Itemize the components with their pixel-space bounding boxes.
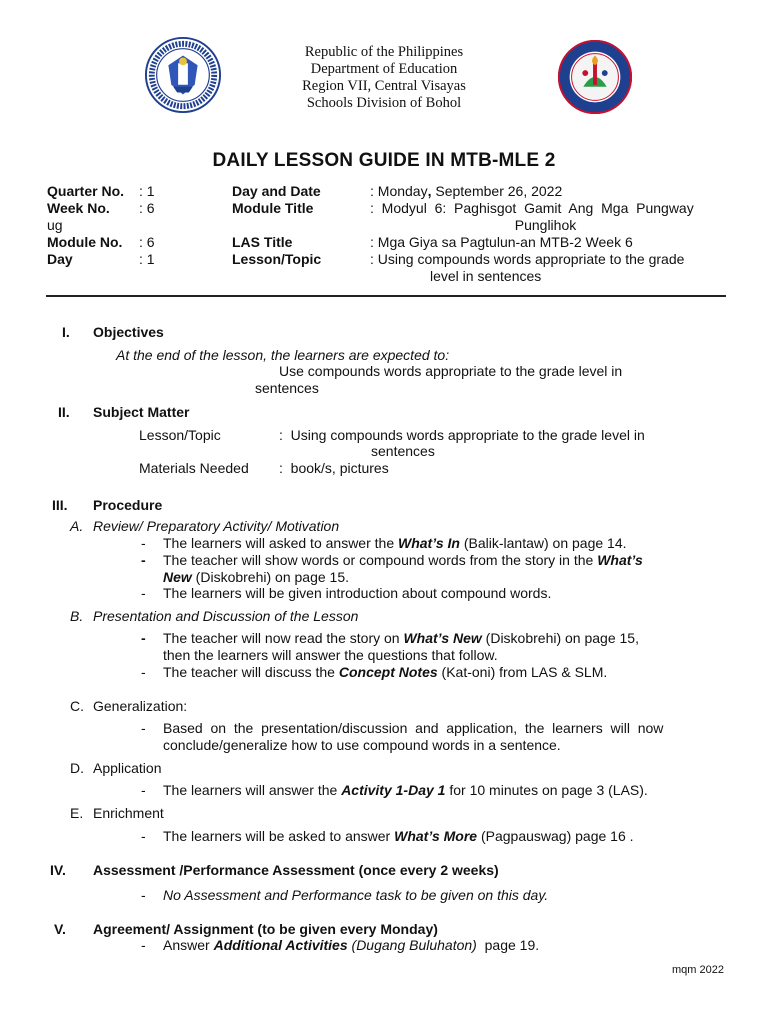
module-title-value: : Modyul 6: Paghisgot Gamit Ang Mga Pungway [370, 200, 694, 216]
module-title-wrap: Punglihok [514, 217, 577, 233]
objective-line-2: sentences [255, 380, 319, 396]
module-no-value: : 6 [139, 234, 155, 250]
page-title: DAILY LESSON GUIDE IN MTB-MLE 2 [212, 150, 556, 171]
module-title-label: Module Title [232, 200, 314, 216]
bullet-dash: - [141, 828, 146, 844]
sub-d-title: Application [93, 760, 162, 776]
presentation-item-1: The teacher will now read the story on What’s New (Diskobrehi) on page 15, [163, 630, 639, 646]
review-item-3: The learners will be given introduction about compound words. [163, 585, 552, 601]
header-department: Department of Education [310, 61, 458, 77]
section-1-number: I. [62, 324, 70, 340]
review-item-1: The learners will asked to answer the What’s In (Balik-lantaw) on page 14. [163, 535, 627, 551]
subject-lesson-value: : Using compounds words appropriate to the grade level in [279, 427, 645, 443]
day-label: Day [47, 251, 73, 267]
materials-value: : book/s, pictures [279, 460, 389, 476]
sub-a-title: Review/ Preparatory Activity/ Motivation [93, 518, 340, 534]
section-5-title: Agreement/ Assignment (to be given every Monday) [93, 921, 438, 937]
footer-mark: mqm 2022 [672, 964, 724, 976]
header-region: Region VII, Central Visayas [302, 78, 466, 94]
sub-e-label: E. [70, 805, 84, 821]
subject-lesson-wrap: sentences [371, 443, 435, 459]
module-no-label: Module No. [47, 234, 123, 250]
generalization-line-1: Based on the presentation/discussion and application, the learners will now [163, 720, 664, 736]
bullet-dash: - [141, 720, 146, 736]
sub-c-label: C. [70, 698, 84, 714]
objectives-intro: At the end of the lesson, the learners are expected to: [116, 347, 450, 363]
assessment-item: No Assessment and Performance task to be given on this day. [163, 887, 549, 903]
section-5-number: V. [54, 921, 66, 937]
section-2-title: Subject Matter [93, 404, 190, 420]
header-divider [46, 295, 726, 297]
section-4-title: Assessment /Performance Assessment (once every 2 weeks) [93, 862, 499, 878]
quarter-label: Quarter No. [47, 183, 125, 199]
bullet-dash: - [141, 535, 146, 551]
sub-c-title: Generalization: [93, 698, 188, 714]
section-3-title: Procedure [93, 497, 163, 513]
generalization-line-2: conclude/generalize how to use compound words in a sentence. [163, 737, 561, 753]
section-4-number: IV. [50, 862, 66, 878]
bullet-dash: - [141, 585, 146, 601]
bullet-dash: - [141, 552, 146, 568]
quarter-value: : 1 [139, 183, 155, 199]
bullet-dash: - [141, 937, 146, 953]
sub-d-label: D. [70, 760, 84, 776]
presentation-item-2: The teacher will discuss the Concept Notes (Kat-oni) from LAS & SLM. [163, 664, 608, 680]
las-title-value: : Mga Giya sa Pagtulun-an MTB-2 Week 6 [370, 234, 633, 250]
assignment-item: Answer Additional Activities (Dugang Buluhaton) page 19. [163, 937, 540, 953]
lesson-topic-label: Lesson/Topic [232, 251, 322, 267]
week-label: Week No. [47, 200, 110, 216]
presentation-item-1-wrap: then the learners will answer the questions that follow. [163, 647, 498, 663]
section-2-number: II. [58, 404, 70, 420]
review-item-2: The teacher will show words or compound words from the story in the What’s [163, 552, 643, 568]
objective-line-1: Use compounds words appropriate to the grade level in [279, 363, 623, 379]
sub-b-title: Presentation and Discussion of the Lesson [93, 608, 359, 624]
sub-e-title: Enrichment [93, 805, 164, 821]
sub-b-label: B. [70, 608, 84, 624]
week-value: : 6 [139, 200, 155, 216]
day-value: : 1 [139, 251, 155, 267]
bullet-dash: - [141, 664, 146, 680]
header-republic: Republic of the Philippines [304, 44, 464, 60]
review-item-2-wrap: New (Diskobrehi) on page 15. [163, 569, 349, 585]
sub-a-label: A. [70, 518, 84, 534]
bullet-dash: - [141, 630, 146, 646]
section-3-number: III. [52, 497, 68, 513]
lesson-topic-wrap: level in sentences [430, 268, 542, 284]
date-value: : Monday, September 26, 2022 [370, 183, 563, 199]
bullet-dash: - [141, 782, 146, 798]
bullet-dash: - [141, 887, 146, 903]
las-title-label: LAS Title [232, 234, 293, 250]
materials-label: Materials Needed [139, 460, 249, 476]
section-1-title: Objectives [93, 324, 164, 340]
application-item: The learners will answer the Activity 1-Day 1 for 10 minutes on page 3 (LAS). [163, 782, 648, 798]
week-wrap: ug [47, 217, 63, 233]
date-label: Day and Date [232, 183, 321, 199]
lesson-topic-value: : Using compounds words appropriate to the grade [370, 251, 685, 267]
enrichment-item: The learners will be asked to answer What’s More (Pagpauswag) page 16 . [163, 828, 634, 844]
subject-lesson-label: Lesson/Topic [139, 427, 221, 443]
header-division: Schools Division of Bohol [306, 95, 462, 111]
